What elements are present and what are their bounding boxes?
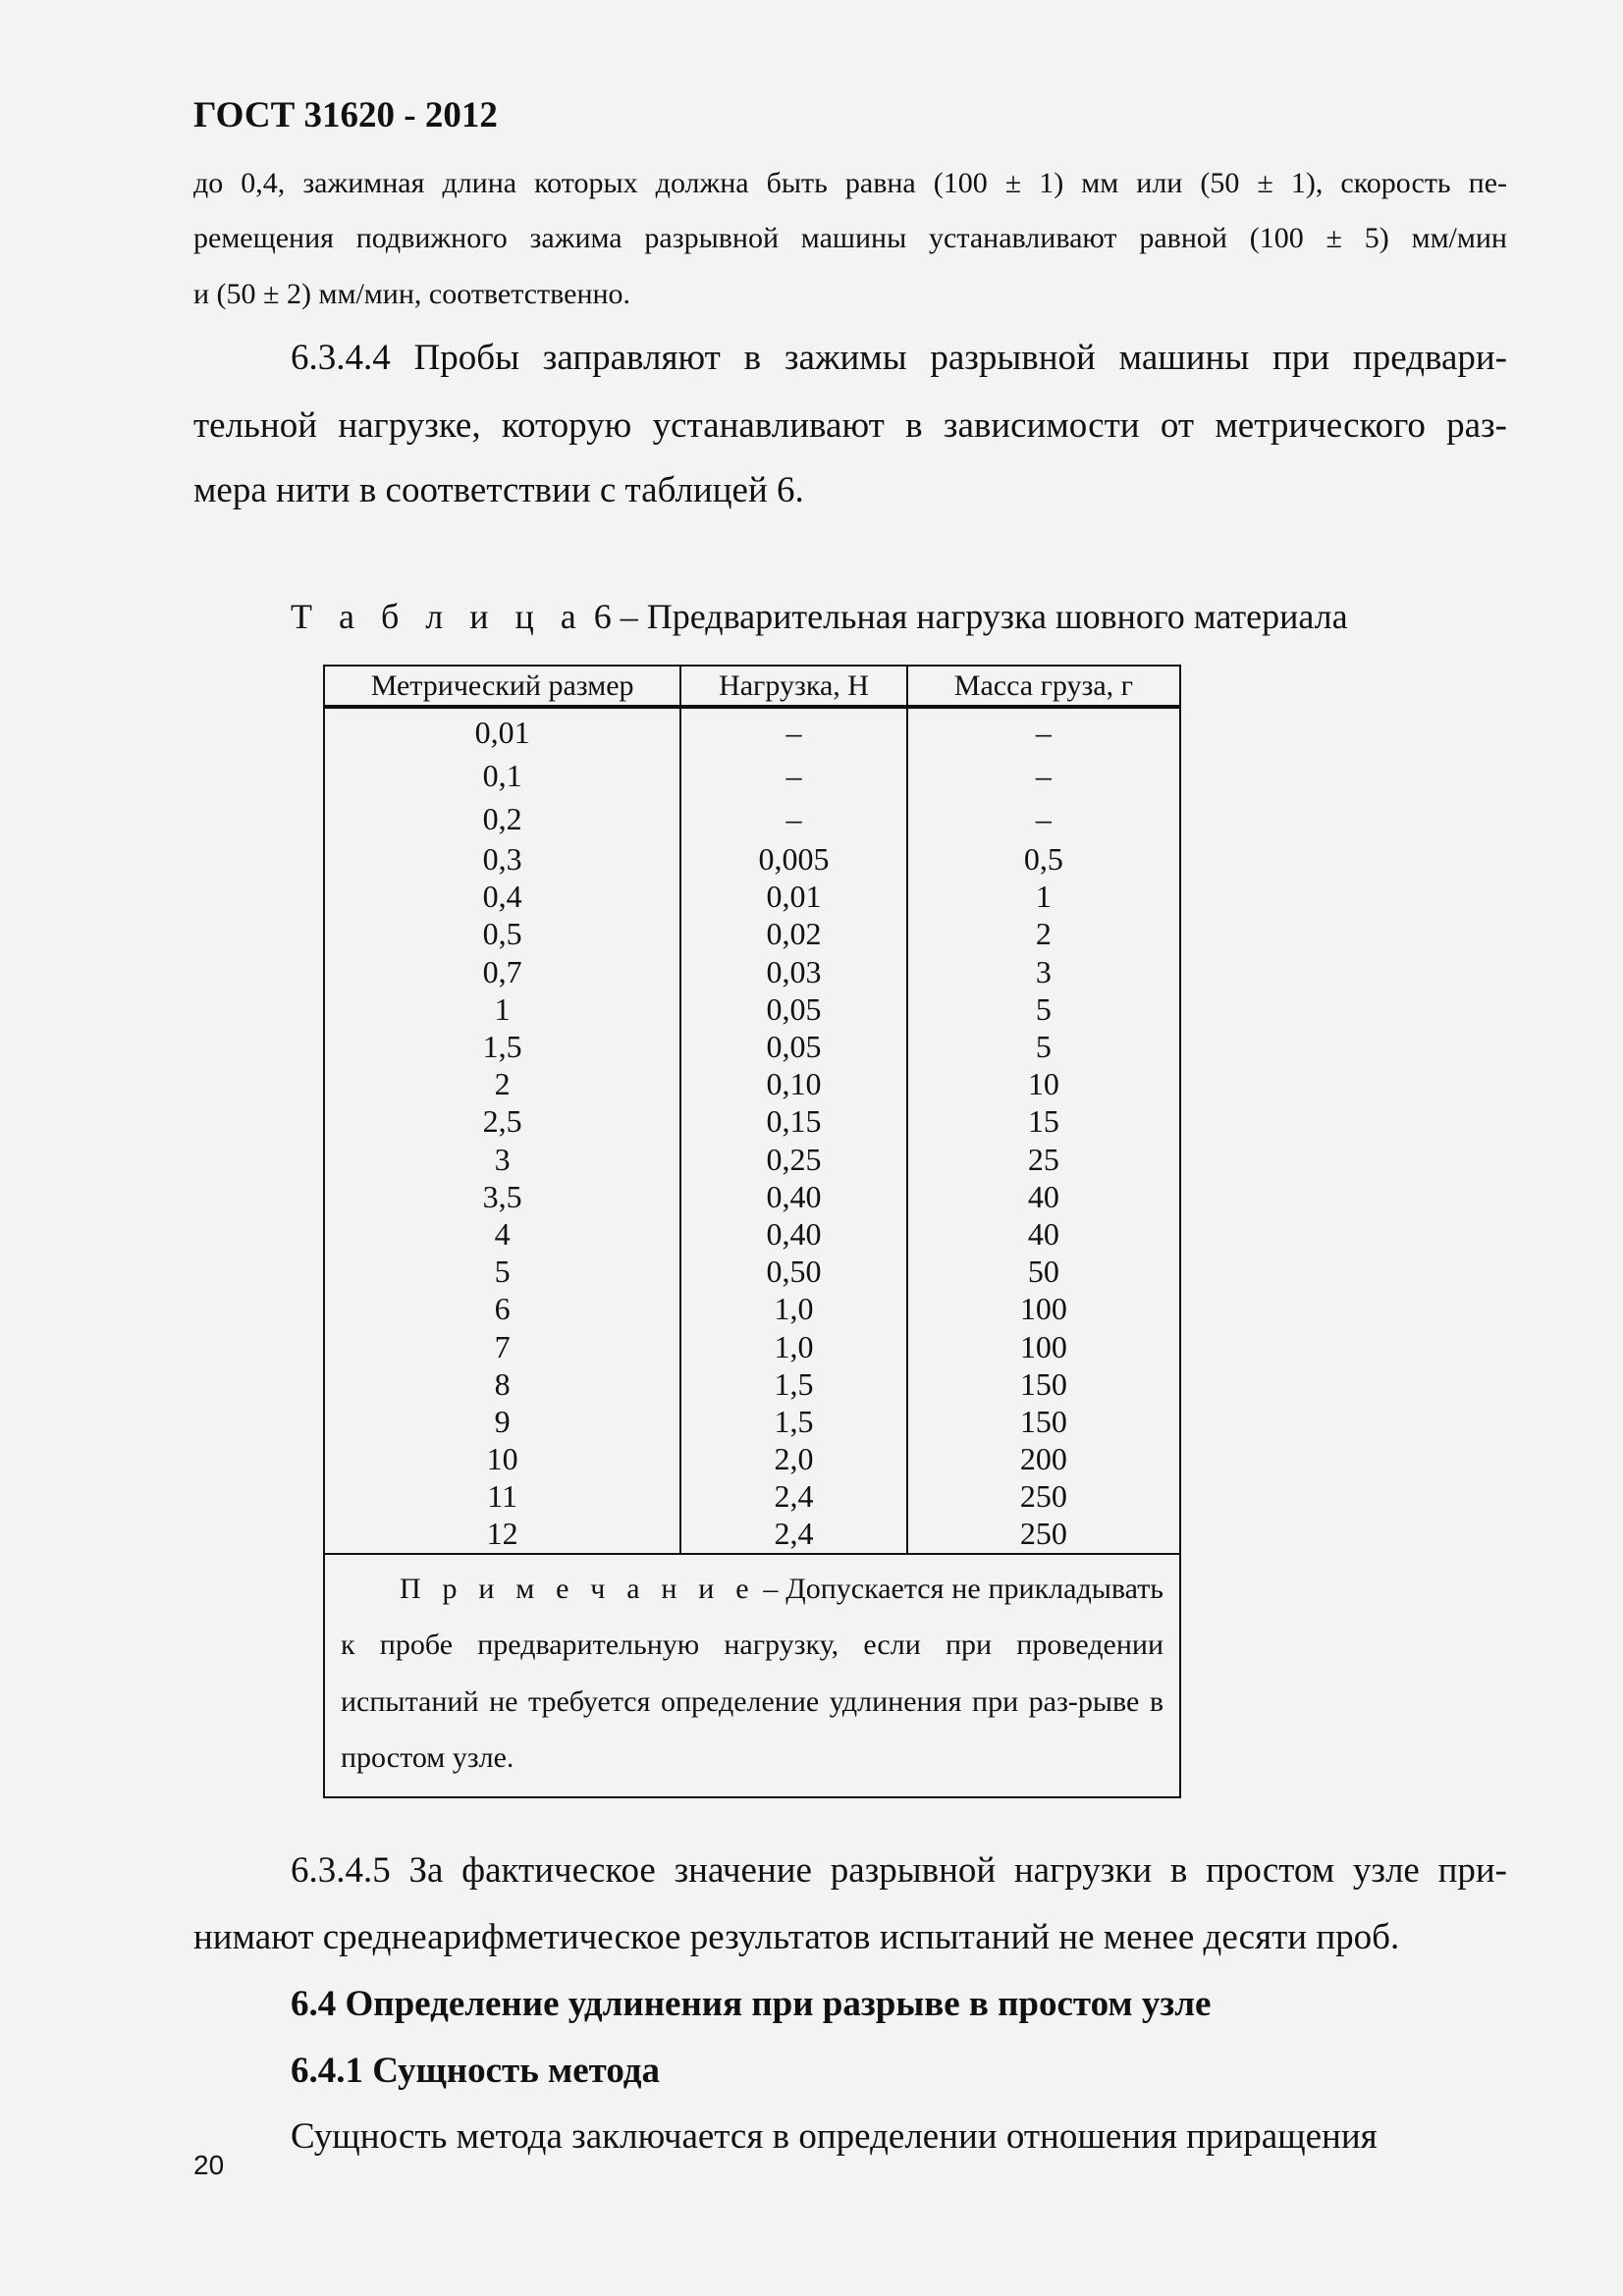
table-row xyxy=(324,1477,1180,1515)
heading-6-4-1: 6.4.1 Сущность метода xyxy=(291,2051,660,2091)
cell-load: 0,40 xyxy=(680,1178,907,1215)
table-row xyxy=(324,1065,1180,1102)
cell-load: 0,05 xyxy=(680,990,907,1028)
cell-metric-size: 0,4 xyxy=(324,878,680,915)
cell-weight: 2 xyxy=(907,915,1180,952)
cell-metric-size: 0,2 xyxy=(324,797,680,840)
cell-metric-size: 1 xyxy=(324,990,680,1028)
cell-load: 0,02 xyxy=(680,915,907,952)
cell-weight: 40 xyxy=(907,1178,1180,1215)
cell-weight: 150 xyxy=(907,1365,1180,1403)
cell-weight: 200 xyxy=(907,1440,1180,1477)
table-row xyxy=(324,1440,1180,1477)
cell-metric-size: 2,5 xyxy=(324,1102,680,1140)
para-6344-line-3: мера нити в соответствии с таблицей 6. xyxy=(193,470,804,510)
note-label: П р и м е ч а н и е xyxy=(400,1572,756,1605)
cell-metric-size: 10 xyxy=(324,1440,680,1477)
last-line: Сущность метода заключается в определении отношения приращения xyxy=(291,2116,1378,2157)
cell-weight: 5 xyxy=(907,1028,1180,1065)
cell-metric-size: 4 xyxy=(324,1215,680,1253)
table-row xyxy=(324,1178,1180,1215)
cell-load: 0,15 xyxy=(680,1102,907,1140)
cell-load: 0,50 xyxy=(680,1253,907,1290)
cell-load: 1,5 xyxy=(680,1365,907,1403)
para-6345-line-1: 6.3.4.5 За фактическое значение разрывной нагрузки в простом узле при- xyxy=(291,1850,1507,1891)
table-row xyxy=(324,1028,1180,1065)
cell-weight: 15 xyxy=(907,1102,1180,1140)
table-row xyxy=(324,840,1180,878)
cell-weight: 50 xyxy=(907,1253,1180,1290)
heading-6-4: 6.4 Определение удлинения при разрыве в простом узле xyxy=(291,1984,1212,2024)
header-weight: Масса груза, г xyxy=(907,666,1180,707)
table-row xyxy=(324,1515,1180,1553)
cell-load: – xyxy=(680,707,907,754)
cell-load: 1,0 xyxy=(680,1327,907,1364)
cell-weight: 40 xyxy=(907,1215,1180,1253)
cell-load: 0,03 xyxy=(680,953,907,990)
table-row xyxy=(324,754,1180,797)
header-load: Нагрузка, Н xyxy=(680,666,907,707)
intro-line-1: до 0,4, зажимная длина которых должна быть равна (100 ± 1) мм или (50 ± 1), скорость пе- xyxy=(193,167,1507,199)
cell-weight: 3 xyxy=(907,953,1180,990)
intro-line-2: ремещения подвижного зажима разрывной машины устанавливают равной (100 ± 5) мм/мин xyxy=(193,222,1507,254)
table-row xyxy=(324,915,1180,952)
cell-weight: 0,5 xyxy=(907,840,1180,878)
cell-metric-size: 0,3 xyxy=(324,840,680,878)
cell-metric-size: 5 xyxy=(324,1253,680,1290)
cell-metric-size: 3,5 xyxy=(324,1178,680,1215)
para-6344-line-1: 6.3.4.4 Пробы заправляют в зажимы разрывной машины при предвари- xyxy=(291,338,1507,378)
table-row xyxy=(324,990,1180,1028)
cell-metric-size: 7 xyxy=(324,1327,680,1364)
cell-metric-size: 1,5 xyxy=(324,1028,680,1065)
cell-load: 1,5 xyxy=(680,1403,907,1440)
cell-weight: 1 xyxy=(907,878,1180,915)
cell-load: 0,10 xyxy=(680,1065,907,1102)
cell-metric-size: 0,01 xyxy=(324,707,680,754)
cell-load: 0,01 xyxy=(680,878,907,915)
para-6345-line-2: нимают среднеарифметическое результатов испытаний не менее десяти проб. xyxy=(193,1917,1400,1957)
cell-metric-size: 12 xyxy=(324,1515,680,1553)
cell-weight: 5 xyxy=(907,990,1180,1028)
cell-weight: 100 xyxy=(907,1327,1180,1364)
cell-load: – xyxy=(680,797,907,840)
cell-metric-size: 9 xyxy=(324,1403,680,1440)
table-row xyxy=(324,797,1180,840)
table-row xyxy=(324,1365,1180,1403)
table-row xyxy=(324,1253,1180,1290)
cell-load: 2,4 xyxy=(680,1515,907,1553)
cell-weight: 25 xyxy=(907,1141,1180,1178)
cell-weight: 150 xyxy=(907,1403,1180,1440)
page-number: 20 xyxy=(193,2150,225,2180)
table-row xyxy=(324,878,1180,915)
table-caption-label: Т а б л и ц а xyxy=(291,597,585,636)
cell-metric-size: 11 xyxy=(324,1477,680,1515)
table-row xyxy=(324,1290,1180,1327)
cell-load: 0,25 xyxy=(680,1141,907,1178)
preload-table xyxy=(323,665,1181,1798)
cell-weight: 250 xyxy=(907,1477,1180,1515)
note-text: – Допускается не прикладывать к пробе предварительную нагрузку, если при проведении испытаний не требуется определение удлинения при раз-рыве в простом узле. xyxy=(341,1572,1163,1775)
table-row xyxy=(324,1327,1180,1364)
cell-weight: 100 xyxy=(907,1290,1180,1327)
intro-line-3: и (50 ± 2) мм/мин, соответственно. xyxy=(193,278,631,310)
table-note xyxy=(324,1554,1180,1797)
cell-metric-size: 2 xyxy=(324,1065,680,1102)
header-metric-size: Метрический размер xyxy=(324,666,680,707)
cell-weight: 250 xyxy=(907,1515,1180,1553)
cell-weight: – xyxy=(907,707,1180,754)
cell-weight: – xyxy=(907,754,1180,797)
table-caption-text: 6 – Предварительная нагрузка шовного материала xyxy=(584,597,1348,636)
cell-load: 0,40 xyxy=(680,1215,907,1253)
table-row xyxy=(324,1215,1180,1253)
cell-metric-size: 8 xyxy=(324,1365,680,1403)
table-caption xyxy=(291,596,1348,637)
cell-load: 2,4 xyxy=(680,1477,907,1515)
cell-metric-size: 0,7 xyxy=(324,953,680,990)
table-row xyxy=(324,707,1180,754)
cell-load: 1,0 xyxy=(680,1290,907,1327)
cell-weight: 10 xyxy=(907,1065,1180,1102)
cell-load: – xyxy=(680,754,907,797)
table-row xyxy=(324,1403,1180,1440)
document-header: ГОСТ 31620 - 2012 xyxy=(193,95,498,135)
cell-metric-size: 6 xyxy=(324,1290,680,1327)
cell-load: 2,0 xyxy=(680,1440,907,1477)
cell-metric-size: 3 xyxy=(324,1141,680,1178)
cell-weight: – xyxy=(907,797,1180,840)
cell-load: 0,05 xyxy=(680,1028,907,1065)
cell-metric-size: 0,1 xyxy=(324,754,680,797)
cell-load: 0,005 xyxy=(680,840,907,878)
table-row xyxy=(324,1102,1180,1140)
table-row xyxy=(324,1141,1180,1178)
cell-metric-size: 0,5 xyxy=(324,915,680,952)
table-row xyxy=(324,953,1180,990)
para-6344-line-2: тельной нагрузке, которую устанавливают в зависимости от метрического раз- xyxy=(193,405,1507,446)
